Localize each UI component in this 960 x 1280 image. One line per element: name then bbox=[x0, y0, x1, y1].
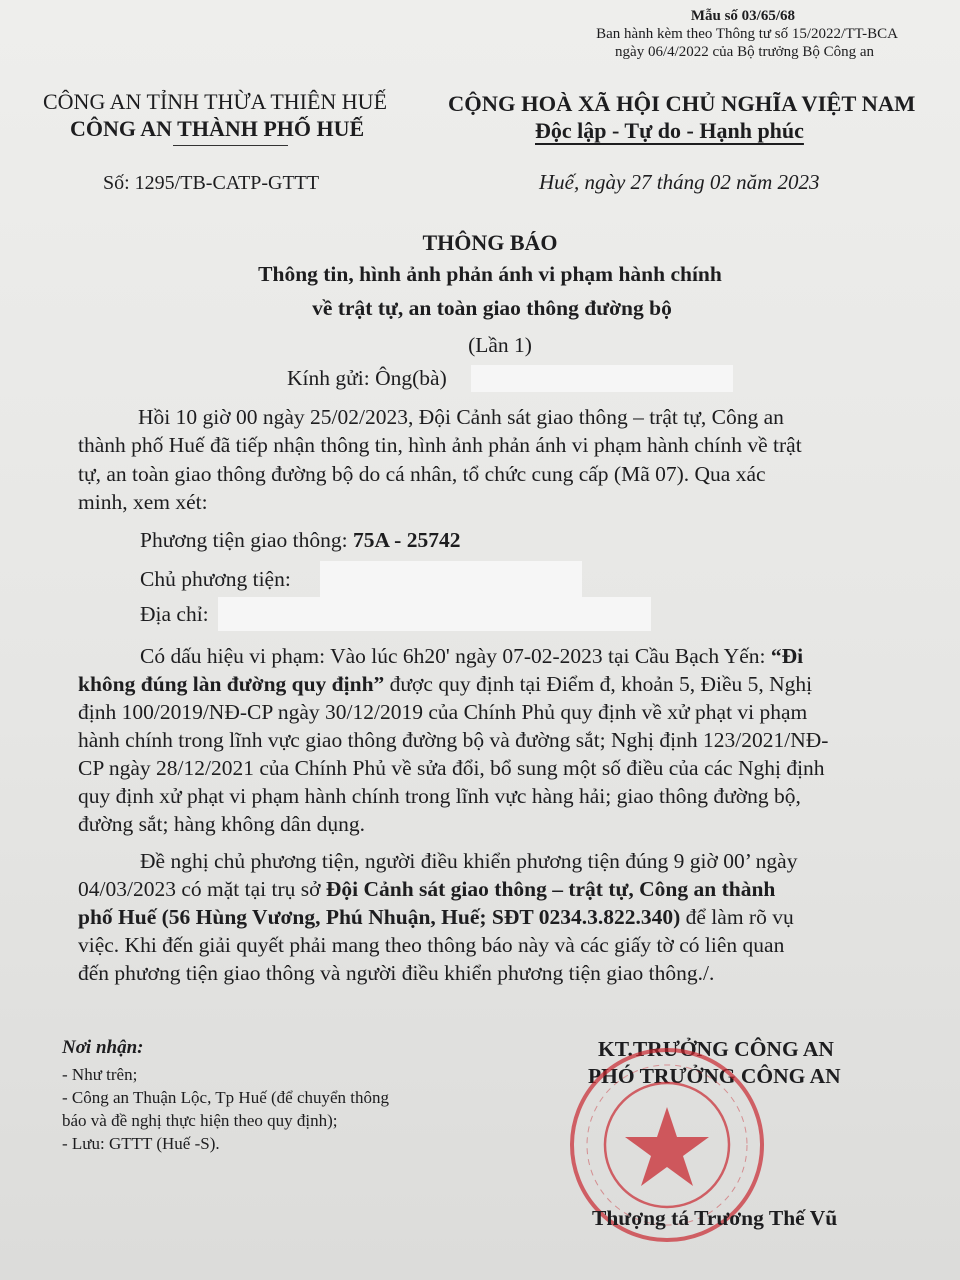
police-unit-address: phố Huế (56 Hùng Vương, Phú Nhuận, Huế; SĐT 0234.3.822.340) bbox=[78, 905, 681, 929]
request-line-3 bbox=[78, 903, 794, 931]
violation-quote-start: “Đi bbox=[770, 644, 804, 668]
violation-line-2 bbox=[78, 670, 812, 698]
violation-line-6: quy định xử phạt vi phạm hành chính trong lĩnh vực hàng hải; giao thông đường bộ, bbox=[78, 784, 801, 808]
national-motto: Độc lập - Tự do - Hạnh phúc bbox=[535, 118, 804, 143]
form-number: Mẫu số 03/65/68 bbox=[690, 8, 795, 24]
recipients-item-3: - Lưu: GTTT (Huế -S). bbox=[62, 1134, 220, 1153]
recipient-label: Kính gửi: Ông(bà) bbox=[287, 366, 447, 390]
request-line-2 bbox=[78, 875, 775, 903]
document-number: Số: 1295/TB-CATP-GTTT bbox=[103, 172, 320, 194]
redacted-owner-name bbox=[320, 561, 582, 597]
address-label: Địa chỉ: bbox=[140, 602, 209, 626]
nation-name: CỘNG HOÀ XÃ HỘI CHỦ NGHĨA VIỆT NAM bbox=[448, 91, 916, 116]
notice-subtitle-1: Thông tin, hình ảnh phản ánh vi phạm hành chính bbox=[258, 262, 722, 286]
signature-title-2: PHÓ TRƯỞNG CÔNG AN bbox=[588, 1064, 841, 1088]
request-line-5: đến phương tiện giao thông và người điều khiển phương tiện giao thông./. bbox=[78, 961, 715, 985]
recipients-item-2b: báo và đề nghị thực hiện theo quy định); bbox=[62, 1111, 338, 1130]
agency-name: CÔNG AN THÀNH PHỐ HUẾ bbox=[70, 116, 365, 141]
intro-line-1: Hồi 10 giờ 00 ngày 25/02/2023, Đội Cảnh sát giao thông – trật tự, Công an bbox=[138, 405, 784, 429]
owner-label: Chủ phương tiện: bbox=[140, 567, 291, 591]
notice-subtitle-2: về trật tự, an toàn giao thông đường bộ bbox=[312, 296, 672, 320]
request-line-3-text: để làm rõ vụ bbox=[680, 905, 794, 929]
form-issued-with: Ban hành kèm theo Thông tư số 15/2022/TT-BCA bbox=[596, 26, 898, 42]
vehicle-plate: 75A - 25742 bbox=[352, 528, 461, 552]
recipients-item-2a: - Công an Thuận Lộc, Tp Huế (để chuyển thông bbox=[62, 1088, 390, 1107]
agency-parent: CÔNG AN TỈNH THỪA THIÊN HUẾ bbox=[43, 89, 388, 114]
intro-line-4: minh, xem xét: bbox=[78, 490, 208, 514]
signer-name: Thượng tá Trương Thế Vũ bbox=[592, 1206, 838, 1230]
request-line-1: Đề nghị chủ phương tiện, người điều khiển phương tiện đúng 9 giờ 00’ ngày bbox=[140, 849, 798, 873]
recipients-item-1: - Như trên; bbox=[62, 1065, 138, 1084]
request-line-2-text: 04/03/2023 có mặt tại trụ sở bbox=[78, 877, 326, 901]
violation-line-5: CP ngày 28/12/2021 của Chính Phủ về sửa đổi, bổ sung một số điều của các Nghị định bbox=[78, 756, 825, 780]
redacted-address bbox=[218, 597, 651, 631]
agency-underline bbox=[173, 145, 288, 146]
form-issued-date: ngày 06/4/2022 của Bộ trưởng Bộ Công an bbox=[615, 44, 874, 60]
violation-line-1 bbox=[140, 642, 803, 670]
intro-line-3: tự, an toàn giao thông đường bộ do cá nhân, tổ chức cung cấp (Mã 07). Qua xác bbox=[78, 462, 766, 486]
notice-issue: (Lần 1) bbox=[468, 333, 532, 357]
violation-line-3: định 100/2019/NĐ-CP ngày 30/12/2019 của Chính Phủ quy định về xử phạt vi phạm bbox=[78, 700, 808, 724]
place-date: Huế, ngày 27 tháng 02 năm 2023 bbox=[539, 170, 820, 194]
violation-line-2-text: được quy định tại Điểm đ, khoản 5, Điều 5, Nghị bbox=[384, 672, 813, 696]
redacted-recipient-name bbox=[471, 365, 733, 392]
police-unit-name: Đội Cảnh sát giao thông – trật tự, Công an thành bbox=[325, 877, 776, 901]
notice-title: THÔNG BÁO bbox=[422, 230, 558, 255]
recipients-heading: Nơi nhận: bbox=[62, 1037, 144, 1058]
violation-line-1-text: Có dấu hiệu vi phạm: Vào lúc 6h20' ngày 07-02-2023 tại Cầu Bạch Yến: bbox=[140, 644, 771, 668]
intro-line-2: thành phố Huế đã tiếp nhận thông tin, hình ảnh phản ánh vi phạm hành chính về trật bbox=[78, 433, 802, 457]
signature-title-1: KT.TRƯỞNG CÔNG AN bbox=[598, 1037, 834, 1061]
vehicle-line bbox=[140, 526, 460, 554]
vehicle-label: Phương tiện giao thông: bbox=[140, 528, 353, 552]
violation-line-4: hành chính trong lĩnh vực giao thông đường bộ và đường sắt; Nghị định 123/2021/NĐ- bbox=[78, 728, 829, 752]
request-line-4: việc. Khi đến giải quyết phải mang theo thông báo này và các giấy tờ có liên quan bbox=[78, 933, 785, 957]
violation-name: không đúng làn đường quy định” bbox=[78, 672, 385, 696]
violation-line-7: đường sắt; hàng không dân dụng. bbox=[78, 812, 365, 836]
